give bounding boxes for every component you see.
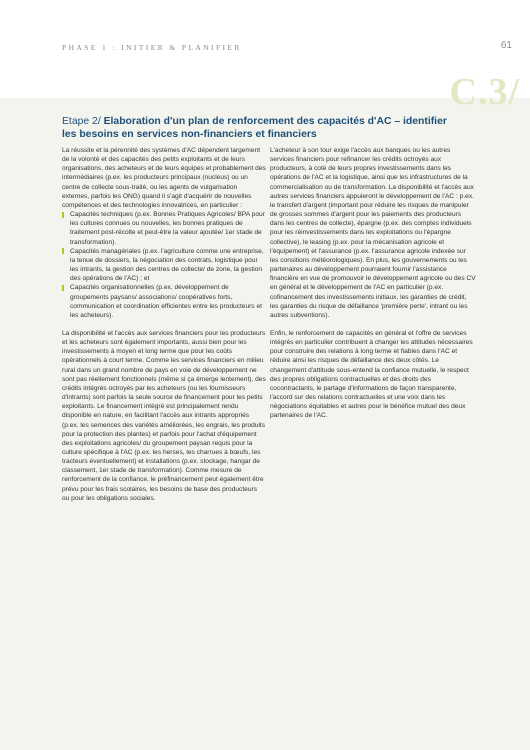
- financial-services-paragraph: La disponibilité et l'accès aux services financiers pour les producteurs et les acheteurs sont également importants, aussi bien pour les investissements à moyen et long terme que pour les coûts opérationnels à court terme. Comme les services financiers en milieu rural dans un grand nombre de pays en voie de développement ne sont pas réellement fonctionnels (même si ça émerge lentement), des crédits intégrés octroyés par les acheteurs (ou les fournisseurs d'intrants) sont parfois la seule source de financement pour les petits exploitants. Le financement intégré est principalement rendu disponible en nature, en facilitant l'accès aux intrants appropriés (p.ex. les semences des variétés améliorées, les engrais, les produits pour la protection des plantes) et parfois pour l'achat d'équipement des exploitations agricoles/ du groupement paysan requis pour la culture spécifique à l'AC (p.ex. les herses, les charrues à bœufs, les tracteurs éventuellement) et installations (p.ex. stockage, hangar de classement, 1er stade de transformation). Comme mesure de renforcement de la confiance, le préfinancement peut également être prévu pour les frais scolaires, les besoins de base des producteurs ou pour les obligations sociales.: [62, 329, 266, 502]
- list-item: Capacités techniques (p.ex. Bonnes Pratiques Agricoles/ BPA pour les cultures connues ou nouvelles, les bonnes pratiques de traitement post-récolte et peut-être la valeur ajoutée/ 1er stade de transformation).: [62, 210, 266, 247]
- heading-title: Elaboration d'un plan de renforcement des capacités d'AC – identifier les besoins en services non-financiers et financiers: [62, 116, 447, 140]
- buyer-finance-paragraph: L'acheteur à son tour exige l'accès aux banques ou les autres services financiers pour refinancer les crédits octroyés aux producteurs, à coté de leurs propres investissements dans les opérations de l'AC et la logistique, ainsi que les infrastructures de la commercialisation ou de transformation. La disponibilité et l'accès aux autres services financiers appuieront le développement de l'AC : p.ex. le transfert d'argent (important pour réduire les risques de manipuler de grosses sommes d'argent pour les paiements des producteurs dans les centres de collecte), épargne (p.ex. des comptes individuels pour les réinvestissements dans les exploitations ou l'épargne collective), le leasing (p.ex. pour la mécanisation agricole et l'équipement) et l'assurance (p.ex. l'assurance agricole indexée sur les consitions météorologiques). En plus, les gouvernements ou les partenaires au développement pourraient fournir l'assistance financière en vue de promouvoir le développement agricole ou des CV en général et le développement de l'AC en particulier (p.ex. cofinancement des investissements initiaux, les garanties de crédit, les garanties du risque de défaillance 'première perte', intrant ou les autres subventions).: [270, 147, 476, 319]
- section-code: C.3/: [449, 71, 520, 113]
- page-number: 61: [500, 40, 512, 51]
- left-column: [62, 146, 266, 503]
- section-heading: [62, 116, 462, 141]
- list-item: Capacités managériales (p.ex. l'agriculture comme une entreprise, la tenue de dossiers, la négociation des contrats, logistique pour les intrants, la gestion des centres de collecte/ de zone, la gestion des opérations de l'AC) ; et: [62, 247, 266, 284]
- conclusion-paragraph: Enfin, le renforcement de capacités en général et l'offre de services intégrés en particulier contribuent à changer les attitudes nécessaires pour construire des relations à long terme et fiables dans l'AC et réduire ainsi les risques de défaillance des deux côtés. Le changement d'attitude sous-entend la confiance mutuelle, le respect des propres obligations contractuelles et des droits des cocontractants, le partage d'informations de façon transparente, l'accord sur des relations contractuelles et une voix dans les négociations équitables et autres pour le bénéfice mutuel des deux partenaires de l'AC.: [270, 329, 473, 420]
- phase-label: PHASE 1 : INITIER & PLANIFIER: [62, 43, 242, 52]
- intro-paragraph: La réussite et la pérennité des systèmes d'AC dépendent largement de la volonté et des capacités des petits exploitants et de leurs organisations, des acheteurs et de leurs équipes et probablement des intermédiaires (p.ex. les producteurs principaux (nucleus) ou un centre de collecte sous-traité, ou les agents de vulgarisation externes, parfois les ONG) quand il s'agit d'acquérir de nouvelles compétences et des technologies innovatrices, en particulier :: [62, 147, 266, 209]
- capacity-list: [62, 210, 266, 320]
- list-item: Capacités organisationnelles (p.ex. développement de groupements paysans/ associations/ coopératives forts, communication et coordination efficientes entre les producteurs et les acheteurs).: [62, 283, 266, 320]
- step-label: Etape 2/: [62, 116, 101, 127]
- right-column: [270, 146, 476, 421]
